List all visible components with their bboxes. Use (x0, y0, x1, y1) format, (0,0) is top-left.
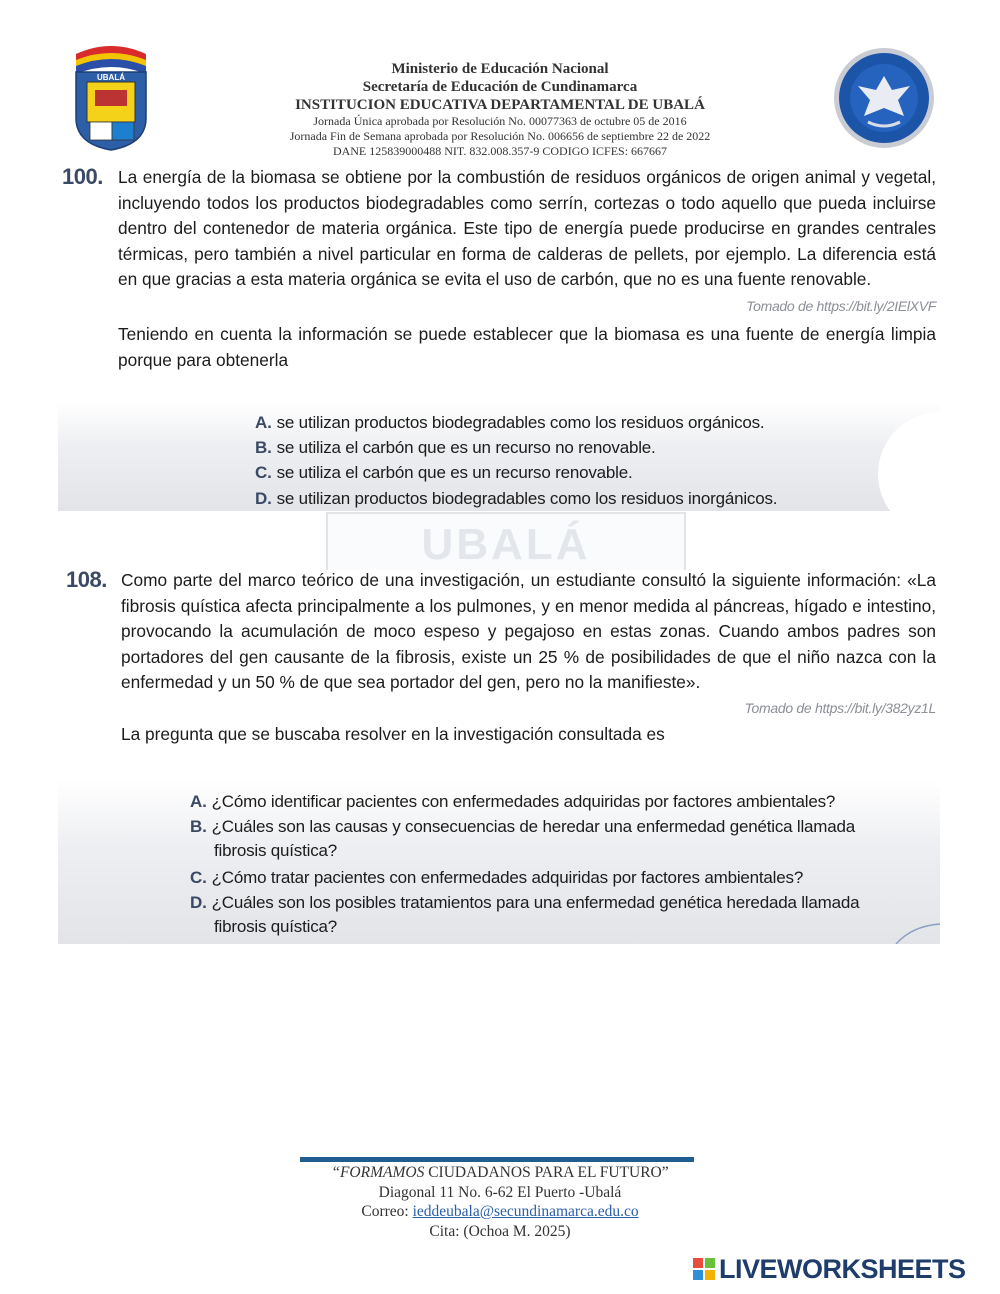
option-text: ¿Cómo tratar pacientes con enfermedades adquiridas por factores ambientales? (211, 868, 804, 887)
liveworksheets-wordmark: LIVEWORKSHEETS (719, 1253, 966, 1284)
school-header (200, 60, 800, 159)
decorative-circle-shape (858, 412, 940, 511)
option-108-c[interactable] (190, 866, 803, 890)
option-100-a[interactable] (255, 411, 764, 435)
decorative-arc-shape (894, 920, 940, 944)
option-text: se utilizan productos biodegradables como los residuos inorgánicos. (276, 489, 778, 508)
option-text: se utiliza el carbón que es un recurso renovable. (276, 463, 633, 482)
liveworksheets-logo-icon (693, 1258, 715, 1280)
option-letter: A. (190, 792, 207, 811)
option-108-d[interactable] (190, 891, 890, 939)
footer-address: Diagonal 11 No. 6-62 El Puerto -Ubalá (378, 1183, 622, 1201)
email-link[interactable]: ieddeubala@secundinamarca.edu.co (412, 1203, 639, 1220)
option-text: se utiliza el carbón que es un recurso no renovable. (276, 438, 656, 457)
crest-label: UBALÁ (97, 73, 125, 82)
footer-divider (300, 1157, 694, 1162)
option-text: se utilizan productos biodegradables como los residuos orgánicos. (276, 413, 765, 432)
option-text-continued: fibrosis quística? (214, 841, 338, 860)
option-letter: C. (255, 463, 272, 482)
ministry-line: Ministerio de Educación Nacional (391, 61, 609, 77)
footer-email-line: Correo: ieddeubala@secundinamarca.edu.co (361, 1203, 639, 1220)
option-letter: B. (255, 438, 272, 457)
option-108-b[interactable] (190, 815, 870, 863)
option-108-a[interactable] (190, 790, 835, 814)
option-letter: D. (190, 893, 207, 912)
question-108-number: 108. (66, 567, 107, 592)
option-letter: D. (255, 489, 272, 508)
option-letter: A. (255, 413, 272, 432)
option-letter: C. (190, 868, 207, 887)
question-108-text: Como parte del marco teórico de una investigación, un estudiante consultó la siguiente información: «La fibrosis quística afecta principalmente a los pulmones, y en menor medida al páncreas, hígado e intestino, provocando la acumulación de moco espeso y pegajoso en estas zonas. Cuando ambos padres son portadores del gen causante de la fibrosis, existe un 25 % de posibilidades de que el niño nazca con la enfermedad y un 50 % de que sea portador del gen, pero no la manifieste». (121, 570, 936, 692)
dane-line: DANE 125839000488 NIT. 832.008.357-9 CODIGO ICFES: 667667 (332, 144, 668, 158)
institution-line: INSTITUCION EDUCATIVA DEPARTAMENTAL DE UBALÁ (295, 97, 705, 113)
question-100-source: Tomado de https://bit.ly/2IElXVF (746, 298, 936, 314)
question-108-source: Tomado de https://bit.ly/382yz1L (744, 700, 936, 716)
option-text-continued: fibrosis quística? (214, 917, 338, 936)
school-crest-logo (70, 40, 152, 152)
option-text: ¿Cómo identificar pacientes con enfermedades adquiridas por factores ambientales? (211, 792, 836, 811)
option-100-b[interactable] (255, 436, 656, 460)
footer-citation: Cita: (Ochoa M. 2025) (429, 1222, 571, 1240)
eagle-seal-logo (832, 46, 936, 150)
option-100-c[interactable] (255, 461, 633, 485)
ubala-watermark (326, 512, 686, 570)
resolution-line-2: Jornada Fin de Semana aprobada por Resolución No. 006656 de septiembre 22 de 2022 (289, 129, 711, 143)
liveworksheets-brand[interactable] (693, 1254, 966, 1284)
question-100-text: La energía de la biomasa se obtiene por la combustión de residuos orgánicos de origen animal y vegetal, incluyendo todos los productos biodegradables como serrín, cortezas o todo aquello que pueda incluirse dentro del contenedor de materia orgánica. Este tipo de energía puede producirse en grandes centrales térmicas, pero también a nivel particular en forma de calderas de pellets, por ejemplo. La diferencia está en que gracias a esta materia orgánica se evita el uso de carbón, que no es una fuente renovable. (118, 167, 936, 289)
question-100-prompt: Teniendo en cuenta la información se puede establecer que la biomasa es una fuente de energía limpia porque para obtenerla (118, 324, 936, 370)
resolution-line-1: Jornada Única aprobada por Resolución No. 00077363 de octubre 05 de 2016 (313, 114, 687, 128)
option-100-d[interactable] (255, 487, 777, 511)
secretariat-line: Secretaría de Educación de Cundinamarca (362, 79, 638, 95)
question-108-prompt: La pregunta que se buscaba resolver en la investigación consultada es (121, 724, 665, 744)
option-text: ¿Cuáles son los posibles tratamientos para una enfermedad genética heredada llamada (211, 893, 860, 912)
footer-motto: “FORMAMOS CIUDADANOS PARA EL FUTURO” (331, 1164, 669, 1181)
option-letter: B. (190, 817, 207, 836)
option-text: ¿Cuáles son las causas y consecuencias de heredar una enfermedad genética llamada (211, 817, 856, 836)
watermark-text: UBALÁ (421, 520, 591, 569)
footer (250, 1163, 750, 1241)
question-100-number: 100. (62, 164, 103, 189)
